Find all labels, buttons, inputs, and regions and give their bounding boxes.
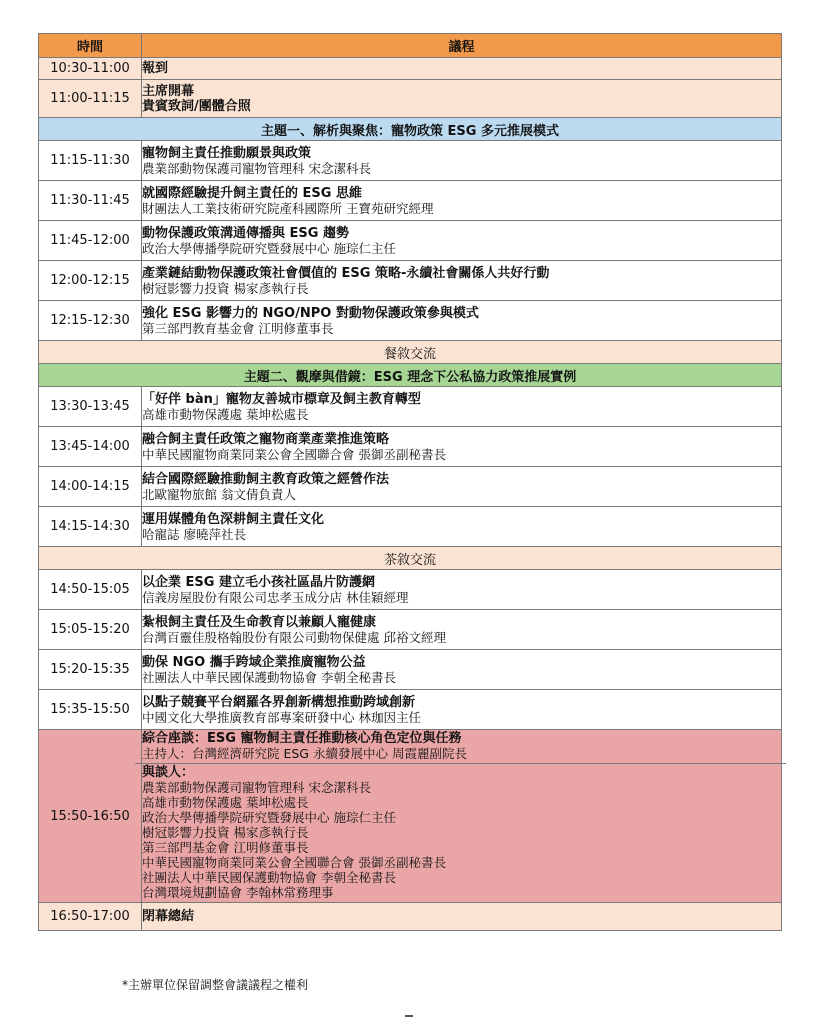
panelist: 社團法人中華民國保護動物協會 李朝全秘書長 [142, 870, 396, 885]
page-mark [405, 1015, 413, 1017]
theme-one-title: 主題一、解析與聚焦：寵物政策 ESG 多元推展模式 [39, 118, 782, 141]
panelist: 樹冠影響力投資 楊家彥執行長 [142, 825, 309, 840]
footnote: *主辦單位保留調整會議議程之權利 [122, 978, 309, 992]
session-title: 閉幕總結 [142, 909, 195, 924]
session-title: 寵物飼主責任推動願景與政策 [142, 145, 312, 161]
panelist: 農業部動物保護司寵物管理科 宋念潔科長 [142, 780, 371, 795]
session-row [39, 610, 782, 650]
session-speaker: 中華民國寵物商業同業公會全國聯合會 張御丞副秘書長 [142, 446, 446, 462]
session-row [39, 690, 782, 730]
session-title: 以企業 ESG 建立毛小孩社區晶片防護網 [142, 574, 375, 590]
session-title: 就國際經驗提升飼主責任的 ESG 思維 [142, 185, 362, 201]
session-row [39, 141, 782, 181]
time-cell: 14:15-14:30 [39, 507, 142, 547]
time-cell: 14:50-15:05 [39, 570, 142, 610]
session-title: 運用媒體角色深耕飼主責任文化 [142, 511, 325, 527]
session-title: 報到 [142, 61, 169, 76]
session-title: 融合飼主責任政策之寵物商業產業推進策略 [142, 431, 390, 447]
time-cell: 16:50-17:00 [39, 903, 142, 931]
theme-one-row [39, 118, 782, 141]
time-cell: 13:30-13:45 [39, 387, 142, 427]
session-speaker: 政治大學傳播學院研究暨發展中心 施琮仁主任 [142, 240, 396, 256]
session-speaker: 高雄市動物保護處 葉坤松處長 [142, 406, 309, 422]
session-speaker: 農業部動物保護司寵物管理科 宋念潔科長 [142, 160, 371, 176]
lunch-label: 餐敘交流 [39, 341, 782, 364]
session-speaker: 北歐寵物旅館 翁文倩負責人 [142, 486, 296, 502]
session-row [39, 427, 782, 467]
session-speaker: 中國文化大學推廣教育部專案研發中心 林珈因主任 [142, 709, 421, 725]
session-speaker: 樹冠影響力投資 楊家彥執行長 [142, 280, 309, 296]
time-cell: 11:15-11:30 [39, 141, 142, 181]
session-row [39, 650, 782, 690]
panel-host: 主持人：台灣經濟研究院 ESG 永續發展中心 周霞麗副院長 [142, 746, 467, 761]
time-cell: 12:15-12:30 [39, 301, 142, 341]
session-row [39, 181, 782, 221]
session-speaker: 社團法人中華民國保護動物協會 李朝全秘書長 [142, 669, 396, 685]
session-title: 「好伴 bàn」寵物友善城市標章及飼主教育轉型 [142, 391, 421, 407]
time-cell: 14:00-14:15 [39, 467, 142, 507]
opening-row [39, 80, 782, 118]
table-header-row [39, 34, 782, 58]
session-title: 紮根飼主責任及生命教育以兼顧人寵健康 [142, 614, 377, 630]
time-cell: 12:00-12:15 [39, 261, 142, 301]
panel-discussion-row [39, 730, 782, 903]
session-subtitle: 貴賓致詞/團體合照 [142, 98, 251, 114]
session-row [39, 301, 782, 341]
session-title: 以點子競賽平台網羅各界創新構想推動跨域創新 [142, 694, 416, 710]
session-row [39, 467, 782, 507]
session-title: 結合國際經驗推動飼主教育政策之經營作法 [142, 471, 390, 487]
header-time: 時間 [39, 34, 142, 58]
time-cell: 15:35-15:50 [39, 690, 142, 730]
session-speaker: 哈寵誌 廖曉萍社長 [142, 526, 246, 542]
panelist: 第三部門基金會 江明修董事長 [142, 840, 309, 855]
time-cell: 15:05-15:20 [39, 610, 142, 650]
session-row [39, 261, 782, 301]
closing-row [39, 903, 782, 931]
theme-two-title: 主題二、觀摩與借鏡：ESG 理念下公私協力政策推展實例 [39, 364, 782, 387]
session-speaker: 財團法人工業技術研究院產科國際所 王寶苑研究經理 [142, 200, 434, 216]
lunch-row [39, 341, 782, 364]
time-cell: 15:20-15:35 [39, 650, 142, 690]
time-cell: 11:00-11:15 [39, 80, 142, 118]
session-row [39, 570, 782, 610]
time-cell: 13:45-14:00 [39, 427, 142, 467]
time-cell: 15:50-16:50 [39, 730, 142, 903]
session-row [39, 387, 782, 427]
panelists-label: 與談人： [142, 765, 195, 780]
session-title: 主席開幕 [142, 83, 195, 99]
time-cell: 10:30-11:00 [39, 58, 142, 80]
panelist: 中華民國寵物商業同業公會全國聯合會 張御丞副秘書長 [142, 855, 446, 870]
session-row [39, 507, 782, 547]
registration-row [39, 58, 782, 80]
session-speaker: 信義房屋股份有限公司忠孝玉成分店 林佳穎經理 [142, 589, 409, 605]
session-title: 動保 NGO 攜手跨域企業推廣寵物公益 [142, 654, 366, 670]
session-row [39, 221, 782, 261]
panelist: 政治大學傳播學院研究暨發展中心 施琮仁主任 [142, 810, 396, 825]
tea-label: 茶敘交流 [39, 547, 782, 570]
panelist: 高雄市動物保護處 葉坤松處長 [142, 795, 309, 810]
time-cell: 11:45-12:00 [39, 221, 142, 261]
panel-panelists-block [135, 763, 786, 902]
session-title: 動物保護政策溝通傳播與 ESG 趨勢 [142, 225, 349, 241]
session-title: 強化 ESG 影響力的 NGO/NPO 對動物保護政策參與模式 [142, 305, 479, 321]
agenda-sheet [38, 33, 781, 931]
panel-title: 綜合座談：ESG 寵物飼主責任推動核心角色定位與任務 [142, 731, 462, 746]
time-cell: 11:30-11:45 [39, 181, 142, 221]
panelist: 台灣環境規劃協會 李翰林常務理事 [142, 885, 334, 900]
tea-row [39, 547, 782, 570]
session-speaker: 第三部門教育基金會 江明修董事長 [142, 320, 334, 336]
theme-two-row [39, 364, 782, 387]
session-speaker: 台灣百靈佳殷格翰股份有限公司動物保健處 邱裕文經理 [142, 629, 446, 645]
panel-header-block [142, 730, 781, 763]
agenda-table [38, 33, 782, 931]
header-agenda: 議程 [142, 34, 782, 58]
session-title: 產業鏈結動物保護政策社會價值的 ESG 策略-永續社會關係人共好行動 [142, 265, 550, 281]
